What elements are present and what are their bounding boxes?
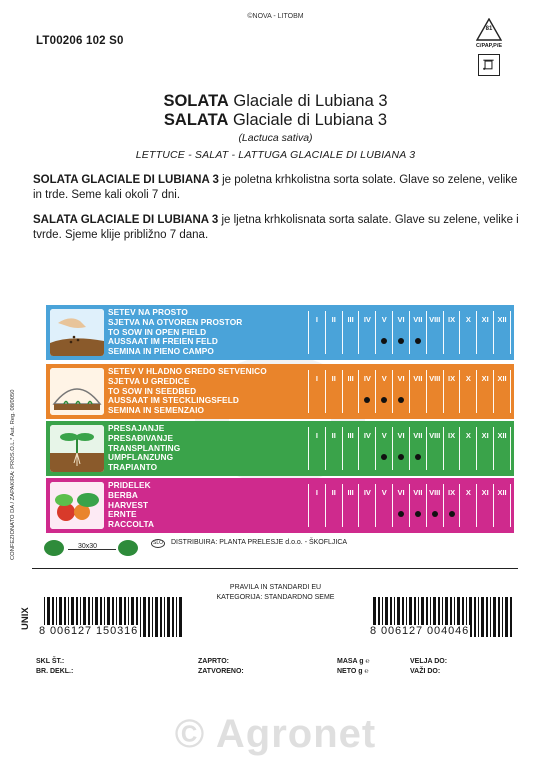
month-dot [415,338,421,344]
activity-label: PRESAĐIVANJE [108,432,174,443]
month-label: XI [481,431,489,440]
estimated-sign-icon: ℮ [364,667,369,675]
barcode-bar [164,597,165,637]
activity-label: TO SOW IN OPEN FIELD [108,326,207,337]
activity-labels [108,481,288,530]
barcode-bar [167,597,170,637]
month-label: II [331,374,336,383]
activity-label: AUSSAAT IM FREIEN FELD [108,336,218,347]
month-label: XII [497,374,507,383]
month-cell [308,311,325,354]
month-dot [381,397,387,403]
month-label: VI [397,374,405,383]
barcode-bar [148,597,150,637]
month-label: XI [481,315,489,324]
month-cell [308,427,325,470]
month-cell [375,427,392,470]
barcode-bar [510,597,512,637]
activity-label: TO SOW IN SEEDBED [108,385,197,396]
month-label: XI [481,488,489,497]
month-label: X [465,431,471,440]
month-label: IV [363,488,371,497]
month-cell [342,427,359,470]
activity-label: AUSSAAT IM STECKLINGSFELD [108,395,239,406]
sowing-open-field-icon [50,309,104,356]
month-cell [409,311,426,354]
activity-label: SJETVA NA OTVOREN PROSTOR [108,316,243,327]
barcode-bar [498,597,500,637]
month-cell [459,311,476,354]
month-cell [392,427,409,470]
month-label: VI [397,431,405,440]
month-cell [308,370,325,413]
month-label: VII [413,315,423,324]
month-cell [443,370,460,413]
month-label: XI [481,374,489,383]
month-cell [476,370,493,413]
meta-closed: ZAPRTO: ZATVORENO: [198,658,244,675]
month-cell [392,311,409,354]
activity-label: SETEV V HLADNO GREDO SETVENICO [108,366,267,376]
month-label: X [465,488,471,497]
month-label: II [331,315,336,324]
month-cell [409,484,426,527]
barcode-bar [179,597,182,637]
month-cell [493,311,511,354]
barcode-bar [155,597,158,637]
activity-label: ERNTE [108,509,137,520]
month-label: I [315,488,318,497]
barcode-bar [172,597,174,637]
month-label: I [315,315,318,324]
month-cell [342,370,359,413]
month-dot [415,454,421,460]
month-cell [325,311,342,354]
recycle-label: C/PAP,P/E [475,43,503,49]
barcode-bar [505,597,508,637]
barcode-bar [502,597,503,637]
activity-label: UMPFLANZUNG [108,452,174,463]
month-cell [459,370,476,413]
description-croatian: SALATA GLACIALE DI LUBIANA 3 je ljetna krhkolisnata sorta salate. Glave su zelene, velike i tvrde. Sjeme klije približno 7 dana. [33,214,519,241]
month-label: IX [447,488,456,497]
month-cell [409,427,426,470]
month-label: VII [413,431,423,440]
month-label: V [381,374,387,383]
month-dot [364,397,370,403]
month-label: IX [447,374,456,383]
month-label: I [315,374,318,383]
month-dot [415,511,421,517]
month-dot [398,397,404,403]
copyright: ©NOVA - LITOBM [247,13,304,20]
barcode-bar [152,597,153,637]
activity-label: SJETVA U GREDICE [108,375,190,386]
month-label: IX [447,315,456,324]
sowing-seedbed-icon [50,368,104,415]
description-slovenian: SOLATA GLACIALE DI LUBIANA 3 je poletna krhkolistna sorta solate. Glave so zelene, velike in trde. Seme kali okoli 7 dni. [33,174,518,201]
month-dot [381,338,387,344]
activity-label: PRESAJANJE [108,423,165,433]
meta-valid: VELJA DO: VAŽI DO: [410,658,448,675]
calendar-row [46,305,514,360]
trash-bin-icon [478,54,500,76]
month-cell [476,427,493,470]
month-label: IV [363,374,371,383]
activity-label: PRIDELEK [108,480,151,490]
month-label: II [331,431,336,440]
rules-text: PRAVILA IN STANDARDI EU KATEGORIJA: STANDARDNO SEME [216,584,335,601]
month-cell [325,484,342,527]
month-label: VIII [429,315,441,324]
calendar-row [46,364,514,419]
month-dot [398,511,404,517]
month-cell [358,311,375,354]
month-cell [443,311,460,354]
month-cell [476,311,493,354]
product-code: LT00206 102 S0 [36,35,124,47]
calendar-row [46,421,514,476]
barcode-bar [143,597,146,637]
month-label: VIII [429,488,441,497]
month-dot [398,454,404,460]
month-cell [493,370,511,413]
activity-label: SEMINA IN SEMENZAIO [108,405,205,416]
activity-labels [108,308,288,357]
month-label: VIII [429,431,441,440]
month-label: III [347,488,354,497]
month-cell [459,484,476,527]
month-label: IV [363,315,371,324]
month-label: IV [363,431,371,440]
calendar-row [46,478,514,533]
month-cell [392,370,409,413]
month-label: V [381,488,387,497]
unix-label: UNIX [20,607,31,630]
title-block [0,92,551,162]
barcode-number: 8 006127 150316 [39,625,139,637]
month-cell [443,484,460,527]
month-label: III [347,431,354,440]
agronet-watermark: © Agronet [174,712,377,756]
month-label: X [465,374,471,383]
recycle-number: 81 [485,26,493,32]
meta-mass: MASA g ℮ NETO g ℮ [337,658,370,675]
month-cell [342,311,359,354]
month-label: XII [497,488,507,497]
activity-label: TRAPIANTO [108,462,158,473]
month-label: XII [497,431,507,440]
month-dot [381,454,387,460]
month-label: VII [413,374,423,383]
month-label: IX [447,431,456,440]
barcode-bar [478,597,479,637]
recycle-symbol [468,18,510,80]
packer-info: CONFEZIONATO DA / ZAPAKIRA: PROS.O.L.* Aut. Reg. 08/0050 [10,389,16,560]
month-label: VI [397,488,405,497]
month-label: II [331,488,336,497]
activity-label: RACCOLTA [108,519,155,530]
barcode-bar [160,597,162,637]
month-cell [325,427,342,470]
month-cell [426,370,443,413]
title-croatian: SALATA Glaciale di Lubiana 3 [163,111,388,129]
month-cell [493,427,511,470]
barcode-bar [481,597,484,637]
activity-label: SETEV NA PROSTO [108,307,188,317]
month-grid [308,427,511,470]
barcode-bar [176,597,177,637]
month-label: XII [497,315,507,324]
plant-icon [118,540,138,556]
month-label: I [315,431,318,440]
month-label: V [381,315,387,324]
month-cell [358,484,375,527]
month-cell [375,311,392,354]
transplanting-icon [50,425,104,472]
barcode-bar [140,597,141,637]
month-cell [443,427,460,470]
month-cell [358,370,375,413]
activity-labels [108,367,288,416]
month-label: III [347,374,354,383]
distributor: DISTRIBUIRA: PLANTA PRELESJE d.o.o. - ŠKOFLJICA [171,539,348,546]
month-grid [308,370,511,413]
barcode-bar [474,597,476,637]
month-label: III [347,315,354,324]
month-cell [409,370,426,413]
month-cell [358,427,375,470]
month-label: V [381,431,387,440]
month-label: VIII [429,374,441,383]
estimated-sign-icon: ℮ [365,658,370,665]
activity-label: TRANSPLANTING [108,442,181,453]
month-dot [449,511,455,517]
month-cell [308,484,325,527]
month-cell [375,484,392,527]
harvest-vegetables-icon [50,482,104,529]
barcode-bar [486,597,488,637]
month-grid [308,484,511,527]
plant-spacing [44,538,140,560]
meta-reg: SKL ŠT.: BR. DEKL.: [36,658,74,675]
activity-label: BERBA [108,489,139,500]
title-slovenian: SOLATA Glaciale di Lubiana 3 [163,92,388,110]
month-cell [342,484,359,527]
barcode-bar [490,597,491,637]
month-label: VII [413,488,423,497]
activity-label: HARVEST [108,499,149,510]
barcode-number: 8 006127 004046 [370,625,470,637]
subtitle-languages: LETTUCE - SALAT - LATTUGA GLACIALE DI LUBIANA 3 [135,149,416,161]
latin-name: (Lactuca sativa) [238,132,313,144]
month-cell [493,484,511,527]
month-cell [325,370,342,413]
month-cell [392,484,409,527]
month-cell [459,427,476,470]
month-cell [476,484,493,527]
month-cell [426,427,443,470]
month-cell [426,484,443,527]
plant-icon [44,540,64,556]
divider [32,568,518,569]
month-grid [308,311,511,354]
month-cell [426,311,443,354]
activity-label: SEMINA IN PIENO CAMPO [108,346,214,357]
month-label: X [465,315,471,324]
barcode-bar [493,597,496,637]
spacing-label: 30x30 [78,543,98,550]
month-dot [432,511,438,517]
month-cell [375,370,392,413]
month-label: VI [397,315,405,324]
activity-labels [108,424,288,473]
month-dot [398,338,404,344]
slo-badge: SLO [152,540,163,546]
